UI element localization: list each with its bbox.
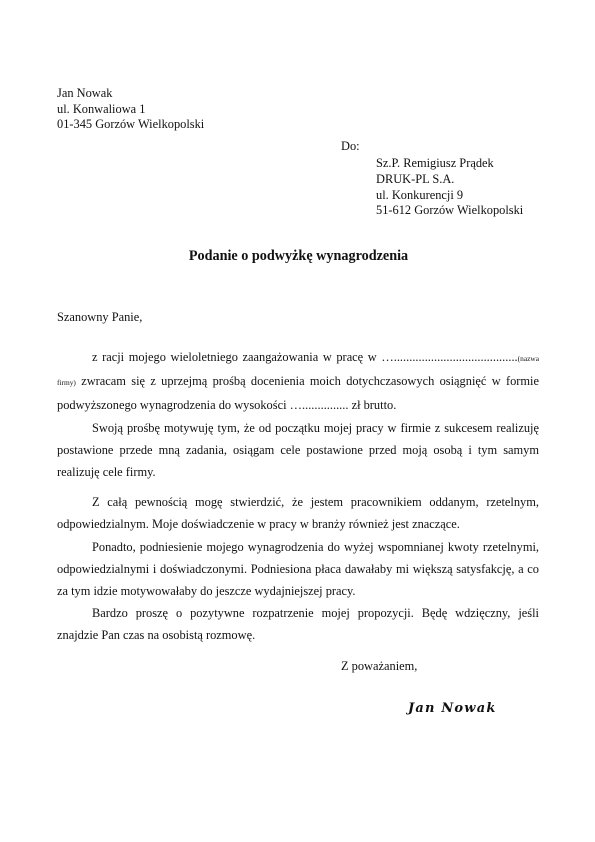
sender-city: 01-345 Gorzów Wielkopolski: [57, 117, 205, 131]
signature: Jan Nowak: [408, 701, 497, 716]
recipient-company: DRUK-PL S.A.: [376, 171, 455, 186]
letter-title: [0, 248, 595, 265]
recipient-city: 51-612 Gorzów Wielkopolski: [376, 203, 524, 218]
paragraph-request-lead: z racji mojego wieloletniego zaangażowania w pracę w …........................................: [92, 350, 518, 364]
letter-title-text: Podanie o podwyżkę wynagrodzenia: [188, 248, 409, 264]
paragraph-motivation: Swoją prośbę motywuję tym, że od początku mojej pracy w firmie z sukcesem realizuję postawione przede mną zadania, osiągam cele postawione przed moją osobą i tym samym realizuję cele firmy.: [57, 420, 539, 480]
letter-body: [57, 346, 539, 647]
recipient-address-block: [376, 156, 523, 219]
closing-phrase: Z poważaniem,: [341, 659, 418, 673]
paragraph-reliability: Z całą pewnością mogę stwierdzić, że jestem pracownikiem oddanym, rzetelnym, odpowiedzialnym. Moje doświadczenie w pracy w branży również jest znaczące.: [57, 495, 539, 532]
sender-name: Jan Nowak: [57, 86, 113, 100]
recipient-street: ul. Konkurencji 9: [376, 187, 464, 202]
paragraph-request: [57, 346, 539, 417]
sender-street: ul. Konwaliowa 1: [57, 101, 146, 116]
company-name-note: (nazwa firmy): [57, 354, 539, 388]
salutation: Szanowny Panie,: [57, 310, 143, 324]
paragraph-request-rest: zwracam się z uprzejmą prośbą docenienia moich dotychczasowych osiągnięć w formie podwyższonego wynagrodzenia do wysokości …............... zł brutto.: [57, 374, 539, 413]
paragraph-moreover: Ponadto, podniesienie mojego wynagrodzenia do wyżej wspomnianej kwoty rzetelnymi, odpowiedzialnymi i doświadczonymi. Podniesiona płaca dawałaby mi większą satysfakcję, a co za tym idzie motywowałaby do jeszcze wydajniejszej pracy.: [57, 539, 539, 599]
paragraph-request-meeting: Bardzo proszę o pozytywne rozpatrzenie mojej propozycji. Będę wdzięczny, jeśli znajdzie Pan czas na osobistą rozmowę.: [57, 606, 539, 643]
recipient-label: Do:: [341, 139, 360, 153]
sender-address-block: [57, 86, 204, 133]
recipient-name: Sz.P. Remigiusz Prądek: [376, 156, 494, 170]
